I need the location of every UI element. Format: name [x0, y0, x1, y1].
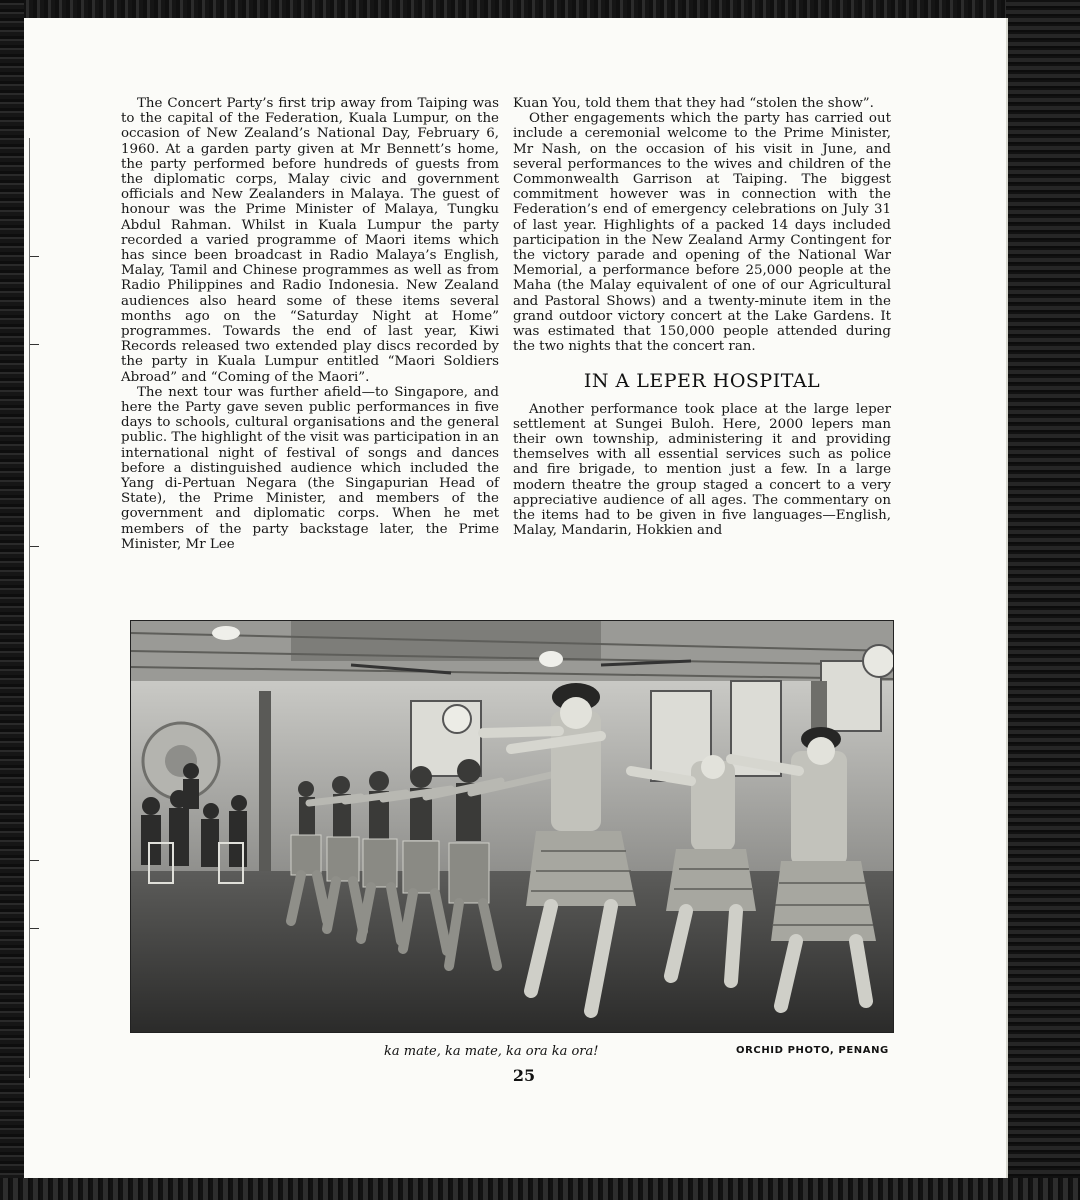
scan-border-right — [1006, 0, 1080, 1200]
article-left-column — [121, 96, 499, 552]
page-number: 25 — [512, 1066, 536, 1085]
paragraph: The Concert Party’s first trip away from Taiping was to the capital of the Federation, Kuala Lumpur, on the occasion of New Zealand’s National Day, February 6, 1960. At a garden party given at Mr Bennett’s home, the party performed before hundreds of guests from the diplomatic corps, Malay civic and government officials and New Zealanders in Malaya. The guest of honour was the Prime Minister of Malaya, Tungku Abdul Rahman. Whilst in Kuala Lumpur the party recorded a varied programme of Maori items which has since been broadcast in Radio Malaya’s English, Malay, Tamil and Chinese programmes as well as from Radio Philippines and Radio Indonesia. New Zealand audiences also heard some of these items several months ago on the “Saturday Night at Home” programmes. Towards the end of last year, Kiwi Records released two extended play discs recorded by the party in Kuala Lumpur entitled “Maori Soldiers Abroad” and “Coming of the Maori”. — [121, 96, 499, 385]
paragraph: Other engagements which the party has carried out include a ceremonial welcome to the Prime Minister, Mr Nash, on the occasion of his visit in June, and several performances to the wives and children of the Commonwealth Garrison at Taiping. The biggest commitment however was in connection with the Federation’s end of emergency celebrations on July 31 of last year. Highlights of a packed 14 days included participation in the New Zealand Army Contingent for the victory parade and opening of the National War Memorial, a performance before 25,000 people at the Maha (the Malay equivalent of one of our Agricultural and Pastoral Shows) and a twenty-minute item in the grand outdoor victory concert at the Lake Gardens. It was estimated that 150,000 people attended during the two nights that the concert ran. — [513, 111, 891, 355]
paragraph: Kuan You, told them that they had “stolen the show”. — [513, 96, 874, 111]
photo-caption: ka mate, ka mate, ka ora ka ora! — [384, 1044, 599, 1059]
page-gutter-line — [29, 138, 30, 1078]
photo-credit: ORCHID PHOTO, PENANG — [736, 1045, 889, 1056]
haka-performance-photo — [130, 620, 894, 1033]
scan-border-bottom — [0, 1178, 1080, 1200]
paragraph: Another performance took place at the large leper settlement at Sungei Buloh. Here, 2000 lepers man their own township, administering it and providing themselves with all essential services such as police and fire brigade, to mention just a few. In a large modern theatre the group staged a concert to a very appreciative audience of all ages. The commentary on the items had to be given in five languages—English, Malay, Mandarin, Hokkien and — [513, 401, 891, 539]
magazine-page — [24, 18, 1008, 1178]
section-heading: IN A LEPER HOSPITAL — [583, 370, 821, 393]
scan-border-left — [0, 0, 24, 1200]
paragraph: The next tour was further afield—to Singapore, and here the Party gave seven public performances in five days to schools, cultural organisations and the general public. The highlight of the visit was participation in an international night of festival of songs and dances before a distinguished audience which included the Yang di-Pertuan Negara (the Singapurian Head of State), the Prime Minister, and members of the government and diplomatic corps. When he met members of the party backstage later, the Prime Minister, Mr Lee — [121, 384, 499, 552]
scan-border-top — [0, 0, 1080, 18]
article-right-column — [513, 96, 891, 538]
